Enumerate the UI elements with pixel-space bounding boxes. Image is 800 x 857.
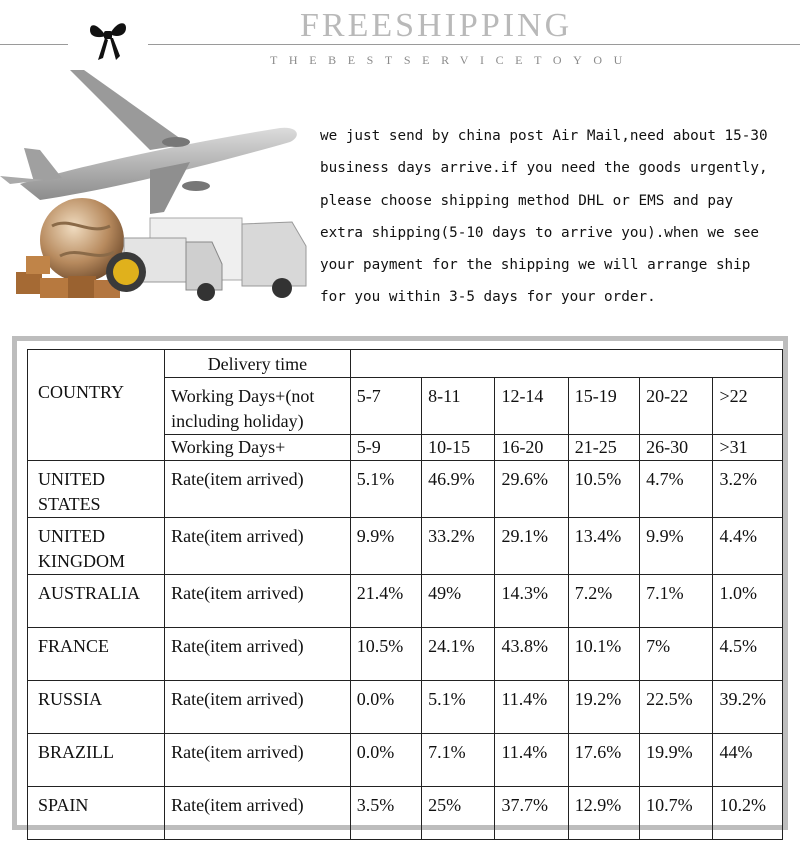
table-cell: 10.7% — [640, 787, 713, 840]
table-row — [28, 461, 783, 518]
table-cell: 7.1% — [422, 734, 495, 787]
bow-icon — [86, 16, 130, 64]
table-row — [28, 681, 783, 734]
table-cell: 10.1% — [568, 628, 639, 681]
table-cell: 12-14 — [495, 378, 568, 435]
table-cell: 0.0% — [350, 734, 421, 787]
table-cell: 13.4% — [568, 518, 639, 575]
table-cell: 22.5% — [640, 681, 713, 734]
rate-label: Rate(item arrived) — [165, 518, 351, 575]
table-cell: 11.4% — [495, 734, 568, 787]
table-cell: 26-30 — [640, 435, 713, 461]
table-cell: 9.9% — [640, 518, 713, 575]
table-cell: 14.3% — [495, 575, 568, 628]
table-cell: 3.5% — [350, 787, 421, 840]
table-cell: 15-19 — [568, 378, 639, 435]
table-cell: 19.2% — [568, 681, 639, 734]
page-subtitle: THEBESTSERVICETOYOU — [270, 53, 634, 67]
table-cell: 4.4% — [713, 518, 783, 575]
shipping-note — [320, 120, 798, 314]
shipping-note-line: for you within 3-5 days for your order. — [320, 289, 656, 306]
country-cell: UNITED STATES — [28, 461, 165, 518]
shipping-illustration — [0, 66, 320, 310]
table-cell: 17.6% — [568, 734, 639, 787]
table-cell: 43.8% — [495, 628, 568, 681]
table-cell: 10.2% — [713, 787, 783, 840]
rate-label: Rate(item arrived) — [165, 461, 351, 518]
country-cell: FRANCE — [28, 628, 165, 681]
rate-label: Rate(item arrived) — [165, 787, 351, 840]
shipping-note-line: business days arrive.if you need the goods urgently, — [320, 160, 768, 177]
table-cell: 7.1% — [640, 575, 713, 628]
table-cell: 9.9% — [350, 518, 421, 575]
country-header: COUNTRY — [28, 350, 165, 461]
table-cell: 44% — [713, 734, 783, 787]
table-cell: 7.2% — [568, 575, 639, 628]
working-days-label: Working Days+ — [165, 435, 351, 461]
shipping-note-line: we just send by china post Air Mail,need about 15-30 — [320, 128, 768, 144]
table-header-row — [28, 350, 783, 378]
table-cell: 11.4% — [495, 681, 568, 734]
table-cell: 46.9% — [422, 461, 495, 518]
table-cell: 12.9% — [568, 787, 639, 840]
country-cell: RUSSIA — [28, 681, 165, 734]
table-row — [28, 628, 783, 681]
table-cell: 49% — [422, 575, 495, 628]
rate-label: Rate(item arrived) — [165, 575, 351, 628]
table-cell: 1.0% — [713, 575, 783, 628]
shipping-note-line: your payment for the shipping we will arrange ship — [320, 257, 751, 274]
table-cell: 24.1% — [422, 628, 495, 681]
rate-label: Rate(item arrived) — [165, 734, 351, 787]
airplane-icon — [0, 70, 297, 214]
shipping-note-line: please choose shipping method DHL or EMS and pay — [320, 192, 734, 209]
delivery-rate-table — [27, 349, 783, 840]
table-cell: 33.2% — [422, 518, 495, 575]
rate-label: Rate(item arrived) — [165, 681, 351, 734]
table-cell: 4.7% — [640, 461, 713, 518]
table-row — [28, 575, 783, 628]
country-cell: SPAIN — [28, 787, 165, 840]
table-cell: 29.6% — [495, 461, 568, 518]
country-cell: AUSTRALIA — [28, 575, 165, 628]
table-cell: 16-20 — [495, 435, 568, 461]
table-cell: 25% — [422, 787, 495, 840]
delivery-time-span — [350, 350, 782, 378]
country-cell: UNITED KINGDOM — [28, 518, 165, 575]
table-cell: 3.2% — [713, 461, 783, 518]
table-cell: 7% — [640, 628, 713, 681]
shipping-note-line: extra shipping(5-10 days to arrive you).when we see — [320, 224, 759, 241]
table-row — [28, 787, 783, 840]
country-cell: BRAZILL — [28, 734, 165, 787]
delivery-truck-icon — [106, 218, 306, 301]
table-cell: 4.5% — [713, 628, 783, 681]
delivery-table-panel — [17, 341, 783, 825]
table-cell: 20-22 — [640, 378, 713, 435]
header-rule-left — [0, 44, 68, 45]
delivery-time-header: Delivery time — [165, 350, 351, 378]
table-cell: >22 — [713, 378, 783, 435]
table-cell: 5.1% — [422, 681, 495, 734]
working-days-label: Working Days+(not including holiday) — [165, 378, 351, 435]
table-cell: 8-11 — [422, 378, 495, 435]
table-cell: 21-25 — [568, 435, 639, 461]
table-cell: 29.1% — [495, 518, 568, 575]
delivery-table-frame — [12, 336, 788, 830]
table-row — [28, 518, 783, 575]
table-cell: 39.2% — [713, 681, 783, 734]
table-cell: 10.5% — [568, 461, 639, 518]
table-cell: 0.0% — [350, 681, 421, 734]
page-title: FREESHIPPING — [300, 7, 573, 44]
table-cell: 10.5% — [350, 628, 421, 681]
table-cell: 21.4% — [350, 575, 421, 628]
table-cell: 37.7% — [495, 787, 568, 840]
table-cell: 5-9 — [350, 435, 421, 461]
rate-label: Rate(item arrived) — [165, 628, 351, 681]
table-cell: 5.1% — [350, 461, 421, 518]
table-cell: 19.9% — [640, 734, 713, 787]
table-cell: 10-15 — [422, 435, 495, 461]
table-row — [28, 734, 783, 787]
table-cell: >31 — [713, 435, 783, 461]
table-cell: 5-7 — [350, 378, 421, 435]
